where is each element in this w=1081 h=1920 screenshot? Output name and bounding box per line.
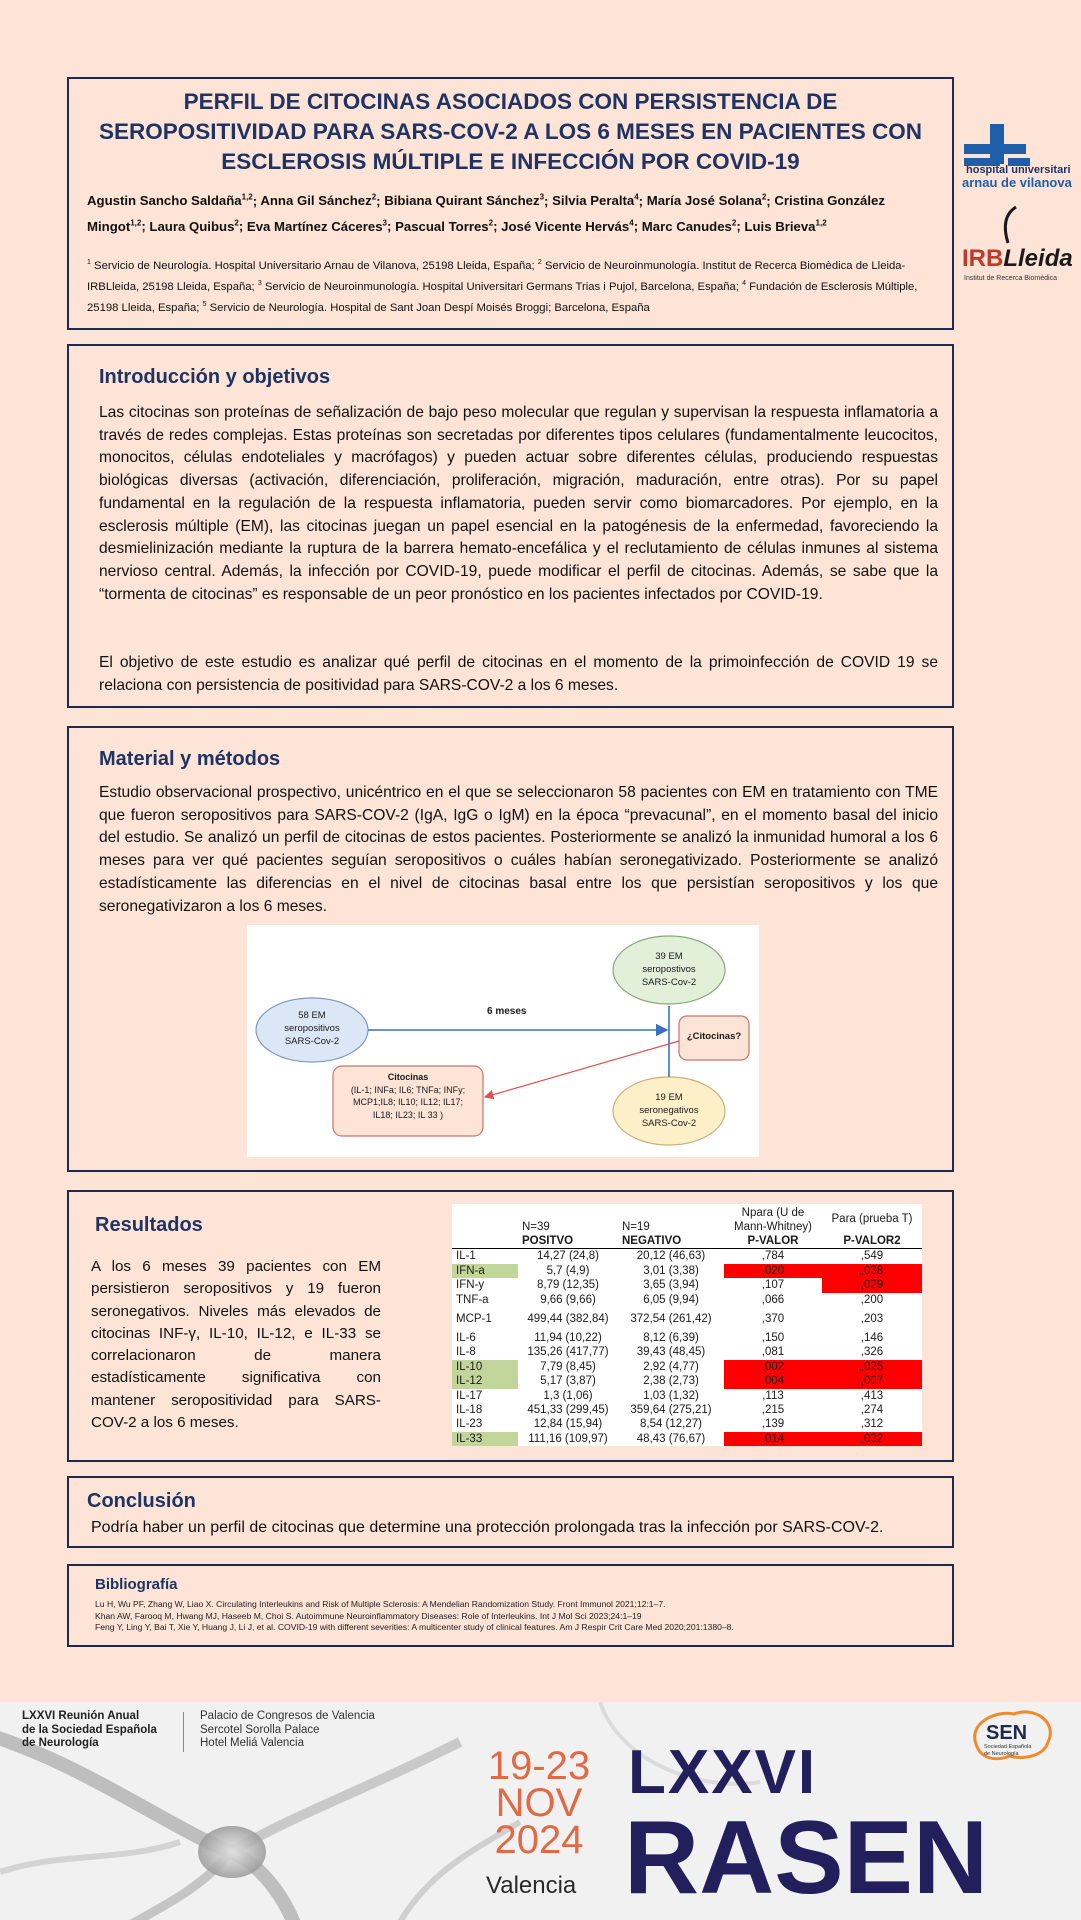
irb-swoosh-icon bbox=[960, 205, 1078, 245]
reference-1: Lu H, Wu PF, Zhang W, Liao X. Circulating Interleukins and Risk of Multiple Sclerosis: A Mendelian Randomization Study. Front Immunol 2021;12:1–7. bbox=[95, 1599, 666, 1609]
study-diagram bbox=[247, 925, 759, 1157]
author: Eva Martínez Cáceres$^3$ bbox=[246, 218, 387, 234]
table-row: MCP-1 499,44 (382,84) 372,54 (261,42) ,370 ,203 bbox=[456, 1313, 884, 1326]
author: Bibiana Quirant Sánchez$^3$ bbox=[384, 193, 545, 209]
author: José Vicente Hervás$^4$ bbox=[501, 218, 634, 234]
author: Marc Canudes$^2$ bbox=[641, 218, 737, 234]
header-box bbox=[67, 77, 954, 330]
author: Anna Gil Sánchez$^2$ bbox=[260, 193, 377, 209]
table-row: IL-10 7,79 (8,45) 2,92 (4,77) ,002 ,025 bbox=[452, 1360, 922, 1374]
methods-paragraph: Estudio observacional prospectivo, unicéntrico en el que se seleccionaron 58 pacientes con EM en tratamiento con TME que fueron seropositivos para SARS-COV-2 (IgA, IgG o IgM) en la época “prevacunal”, en el momento basal del inicio del estudio. Se analizó un perfil de citocinas de estos pacientes. Posteriormente se analizó la inmunidad humoral a los 6 meses para ver qué pacientes seguían seropositivos o cuáles habían seronegativizado. Posteriormente se analizó estadísticamente las diferencias en el nivel de citocinas basal entre los que persistían seropositivos y los que seronegativizaron a los 6 meses. bbox=[99, 784, 938, 915]
affiliation: Servicio de Neurología. Hospital Universitario Arnau de Vilanova, 25198 Lleida, España; bbox=[94, 259, 535, 272]
start-label: 58 EM seropositivos SARS-Cov-2 bbox=[284, 1010, 340, 1047]
author: Pascual Torres$^2$ bbox=[395, 218, 494, 234]
methods-box bbox=[67, 726, 954, 1172]
table-row: IFN-a 5,7 (4,9) 3,01 (3,38) ,020 ,038 bbox=[452, 1264, 922, 1278]
author: María José Solana$^2$ bbox=[646, 193, 767, 209]
intro-paragraph-1: Las citocinas son proteínas de señalización de bajo peso molecular que regulan y supervisan la respuesta inflamatoria a través de redes complejas. Estas proteínas son secretadas por diferentes tipos celulares (fundamentalmente leucocitos, monocitos, células endoteliales y macrófagos) y pueden actuar sobre diferentes células, produciendo respuestas biológicas diversas (activación, diferenciación, proliferación, migración, maduración, entre otras). Por su papel fundamental en la regulación de la respuesta inflamatoria, pueden servir como biomarcadores. Por ejemplo, en la esclerosis múltiple (EM), las citocinas juegan un papel esencial en la patogénesis de la enfermedad, favoreciendo la desmielinización mediante la ruptura de la barrera hemato-encefálica y el reclutamiento de células inmunes al sistema nervioso central. Además, la infección por COVID-19, puede modificar el perfil de citocinas. Además, se sabe que la “tormenta de citocinas” es responsable de un peor pronóstico en los pacientes infectados por COVID-19. bbox=[99, 404, 938, 603]
bibliography-list bbox=[95, 1599, 945, 1634]
conclusion-text: Podría haber un perfil de citocinas que determine una protección prolongada tras la infección por SARS-COV-2. bbox=[91, 1519, 884, 1536]
arrow-label: 6 meses bbox=[487, 1006, 527, 1017]
venue-list: Palacio de Congresos de Valencia Sercotel Sorolla Palace Hotel Meliá Valencia bbox=[200, 1710, 375, 1749]
affiliation: Servicio de Neuroinmunología. Institut de Recerca Biomèdica de Lleida-IRBLleida, 25198 Lleida, España; bbox=[87, 259, 906, 293]
conclusion-heading: Conclusión bbox=[87, 1490, 196, 1512]
cytokines-label: Citocinas (IL-1; INFa; IL6; TNFa; INFy; MCP1;IL8; IL10; IL12; IL17; IL18; IL23; IL 33 ) bbox=[350, 1072, 466, 1120]
meeting-name: LXXVI Reunión Anual de la Sociedad Española de Neurología bbox=[22, 1710, 157, 1749]
bibliography-heading: Bibliografía bbox=[95, 1576, 178, 1593]
affiliations: $^1$ Servicio de Neurología. Hospital Universitario Arnau de Vilanova, 25198 Lleida, España; $^2$ Servicio de Neuroinmunología. Institut de Recerca Biomèdica de Lleida-IRBLleida, 25198 Lleida, España; $^3$ Servicio de Neuroinmunología. Hospital Universitari Germans Trias i Pujol, Barcelona, España; $^4$ Fundación de Esclerosis Múltiple, 25198 Lleida, España; $^5$ Servicio de Neurología. Hospital de Sant Joan Despí Moisés Broggi; Barcelona, España bbox=[87, 258, 918, 315]
reference-3: Feng Y, Ling Y, Bai T, Xie Y, Huang J, Li J, et al. COVID-19 with different severities: A multicenter study of clinical features. Am J Respir Crit Care Med 2020;201:1380–8. bbox=[95, 1622, 734, 1632]
author: Cristina González Mingot$^{1,2}$ bbox=[87, 193, 885, 234]
affiliation: Servicio de Neuroinmunología. Hospital Universitari Germans Trias i Pujol, Barcelona, España; bbox=[264, 280, 739, 293]
hospital-logo: hospital universitari arnau de vilanova bbox=[960, 120, 1078, 197]
table-row: IFN-y 8,79 (12,35) 3,65 (3,94) ,107 ,029 bbox=[452, 1278, 922, 1292]
table-row: IL-12 5,17 (3,87) 2,38 (2,73) ,004 ,007 bbox=[452, 1374, 922, 1388]
author-list: Agustin Sancho Saldaña$^{1,2}$; Anna Gil Sánchez$^2$; Bibiana Quirant Sánchez$^3$; Silvia Peralta$^4$; María José Solana$^2$; Cristina González Mingot$^{1,2}$; Laura Quibus$^2$; Eva Martínez Cáceres$^3$; Pascual Torres$^2$; José Vicente Hervás$^4$; Marc Canudes$^2$; Luis Brieva$^{1,2}$ bbox=[87, 193, 885, 234]
affiliation: Servicio de Neurología. Hospital de Sant Joan Despí Moisés Broggi; Barcelona, España bbox=[209, 302, 650, 315]
results-table: N=39 N=19 Npara (U de Mann-Whitney) Para (prueba T) POSITVO NEGATIVO P-VALOR P-VALOR2 IL-1 14,27 (24,8) 20,12 (46,63) ,784 ,549 IFN-a 5,7 (4,9) 3,01 (3,38) ,020 ,038 IFN-y 8,79 (12,35) 3,65 (3,94) ,107 ,029 TNF-a 9,66 (9,66) 6,05 (9,94) ,066 ,200 MCP-1 499,44 (382,84) 372,54 (261,42) ,370 ,203 IL-6 11,94 (10,22) 8,12 (6,39) ,150 ,146 IL-8 135,26 (417,77) 39,43 (48,45) ,081 ,326 IL-10 7,79 (8,45) 2,92 (4,77) ,002 ,025 IL-12 5,17 (3,87) 2,38 (2,73) ,004 ,007 IL-17 1,3 (1,06) 1,03 (1,32) ,113 ,413 IL-18 451,33 (299,45) 359,64 (275,21) ,215 ,274 IL-23 12,84 (15,94) 8,54 (12,27) ,139 ,312 IL-33 111,16 (109,97) 48,43 (76,67) ,014 ,032 bbox=[452, 1204, 922, 1446]
results-table-wrap bbox=[452, 1204, 922, 1446]
congress-dates: 19-23 NOV 2024 bbox=[487, 1744, 591, 1862]
positive-label: 39 EM seropostivos SARS-Cov-2 bbox=[641, 951, 697, 988]
negative-label: 19 EM seronegativos SARS-Cov-2 bbox=[639, 1092, 699, 1129]
author: Laura Quibus$^2$ bbox=[149, 218, 239, 234]
footer-divider bbox=[183, 1712, 184, 1752]
results-box bbox=[67, 1190, 954, 1462]
table-row: IL-1 14,27 (24,8) 20,12 (46,63) ,784 ,549 bbox=[456, 1250, 884, 1263]
table-row: IL-6 11,94 (10,22) 8,12 (6,39) ,150 ,146 bbox=[456, 1332, 884, 1345]
author: Agustin Sancho Saldaña$^{1,2}$ bbox=[87, 193, 253, 209]
affiliation: Fundación de Esclerosis Múltiple, 25198 Lleida, España; bbox=[87, 280, 918, 315]
sen-logo: SEN Sociedad Española de Neurología bbox=[964, 1708, 1060, 1768]
table-row: IL-23 12,84 (15,94) 8,54 (12,27) ,139 ,312 bbox=[456, 1418, 884, 1431]
reference-2: Khan AW, Farooq M, Hwang MJ, Haseeb M, Choi S. Autoimmune Neuroinflammatory Diseases: Role of Interleukins. Int J Mol Sci 2023;24:1–19 bbox=[95, 1610, 642, 1621]
intro-heading: Introducción y objetivos bbox=[99, 366, 331, 388]
question-label: ¿Citocinas? bbox=[686, 1031, 742, 1042]
methods-heading: Material y métodos bbox=[99, 748, 281, 770]
table-row: IL-33 111,16 (109,97) 48,43 (76,67) ,014 ,032 bbox=[452, 1432, 922, 1446]
author: Luis Brieva$^{1,2}$ bbox=[744, 218, 827, 234]
congress-acronym: RASEN bbox=[624, 1800, 989, 1916]
bibliography-box bbox=[67, 1564, 954, 1647]
intro-box bbox=[67, 344, 954, 708]
congress-footer bbox=[0, 1702, 1081, 1920]
intro-paragraph-2: El objetivo de este estudio es analizar qué perfil de citocinas en el momento de la primoinfección de COVID 19 se relaciona con persistencia de positividad para SARS-COV-2 a los 6 meses. bbox=[99, 654, 938, 694]
author: Silvia Peralta$^4$ bbox=[552, 193, 639, 209]
poster-title: PERFIL DE CITOCINAS ASOCIADOS CON PERSISTENCIA DE SEROPOSITIVIDAD PARA SARS-COV-2 A LOS 6 MESES EN PACIENTES CON ESCLEROSIS MÚLTIPLE E INFECCIÓN POR COVID-19 bbox=[98, 89, 923, 174]
table-row: IL-8 135,26 (417,77) 39,43 (48,45) ,081 ,326 bbox=[456, 1346, 884, 1359]
table-row: IL-18 451,33 (299,45) 359,64 (275,21) ,215 ,274 bbox=[456, 1404, 884, 1417]
congress-number: LXXVI bbox=[628, 1738, 818, 1807]
table-row: IL-17 1,3 (1,06) 1,03 (1,32) ,113 ,413 bbox=[456, 1389, 884, 1402]
results-text: A los 6 meses 39 pacientes con EM persistieron seropositivos y 19 fueron seronegativos. Niveles más elevados de citocinas INF-γ, IL-10, IL-12, e IL-33 se correlacionaron de manera estadísticamente significativa con mantener seropositividad para SARS-COV-2 a los 6 meses. bbox=[91, 1258, 381, 1432]
congress-city: Valencia bbox=[486, 1872, 577, 1899]
table-row: TNF-a 9,66 (9,66) 6,05 (9,94) ,066 ,200 bbox=[456, 1293, 884, 1306]
results-heading: Resultados bbox=[95, 1214, 203, 1236]
conclusion-box bbox=[67, 1476, 954, 1548]
